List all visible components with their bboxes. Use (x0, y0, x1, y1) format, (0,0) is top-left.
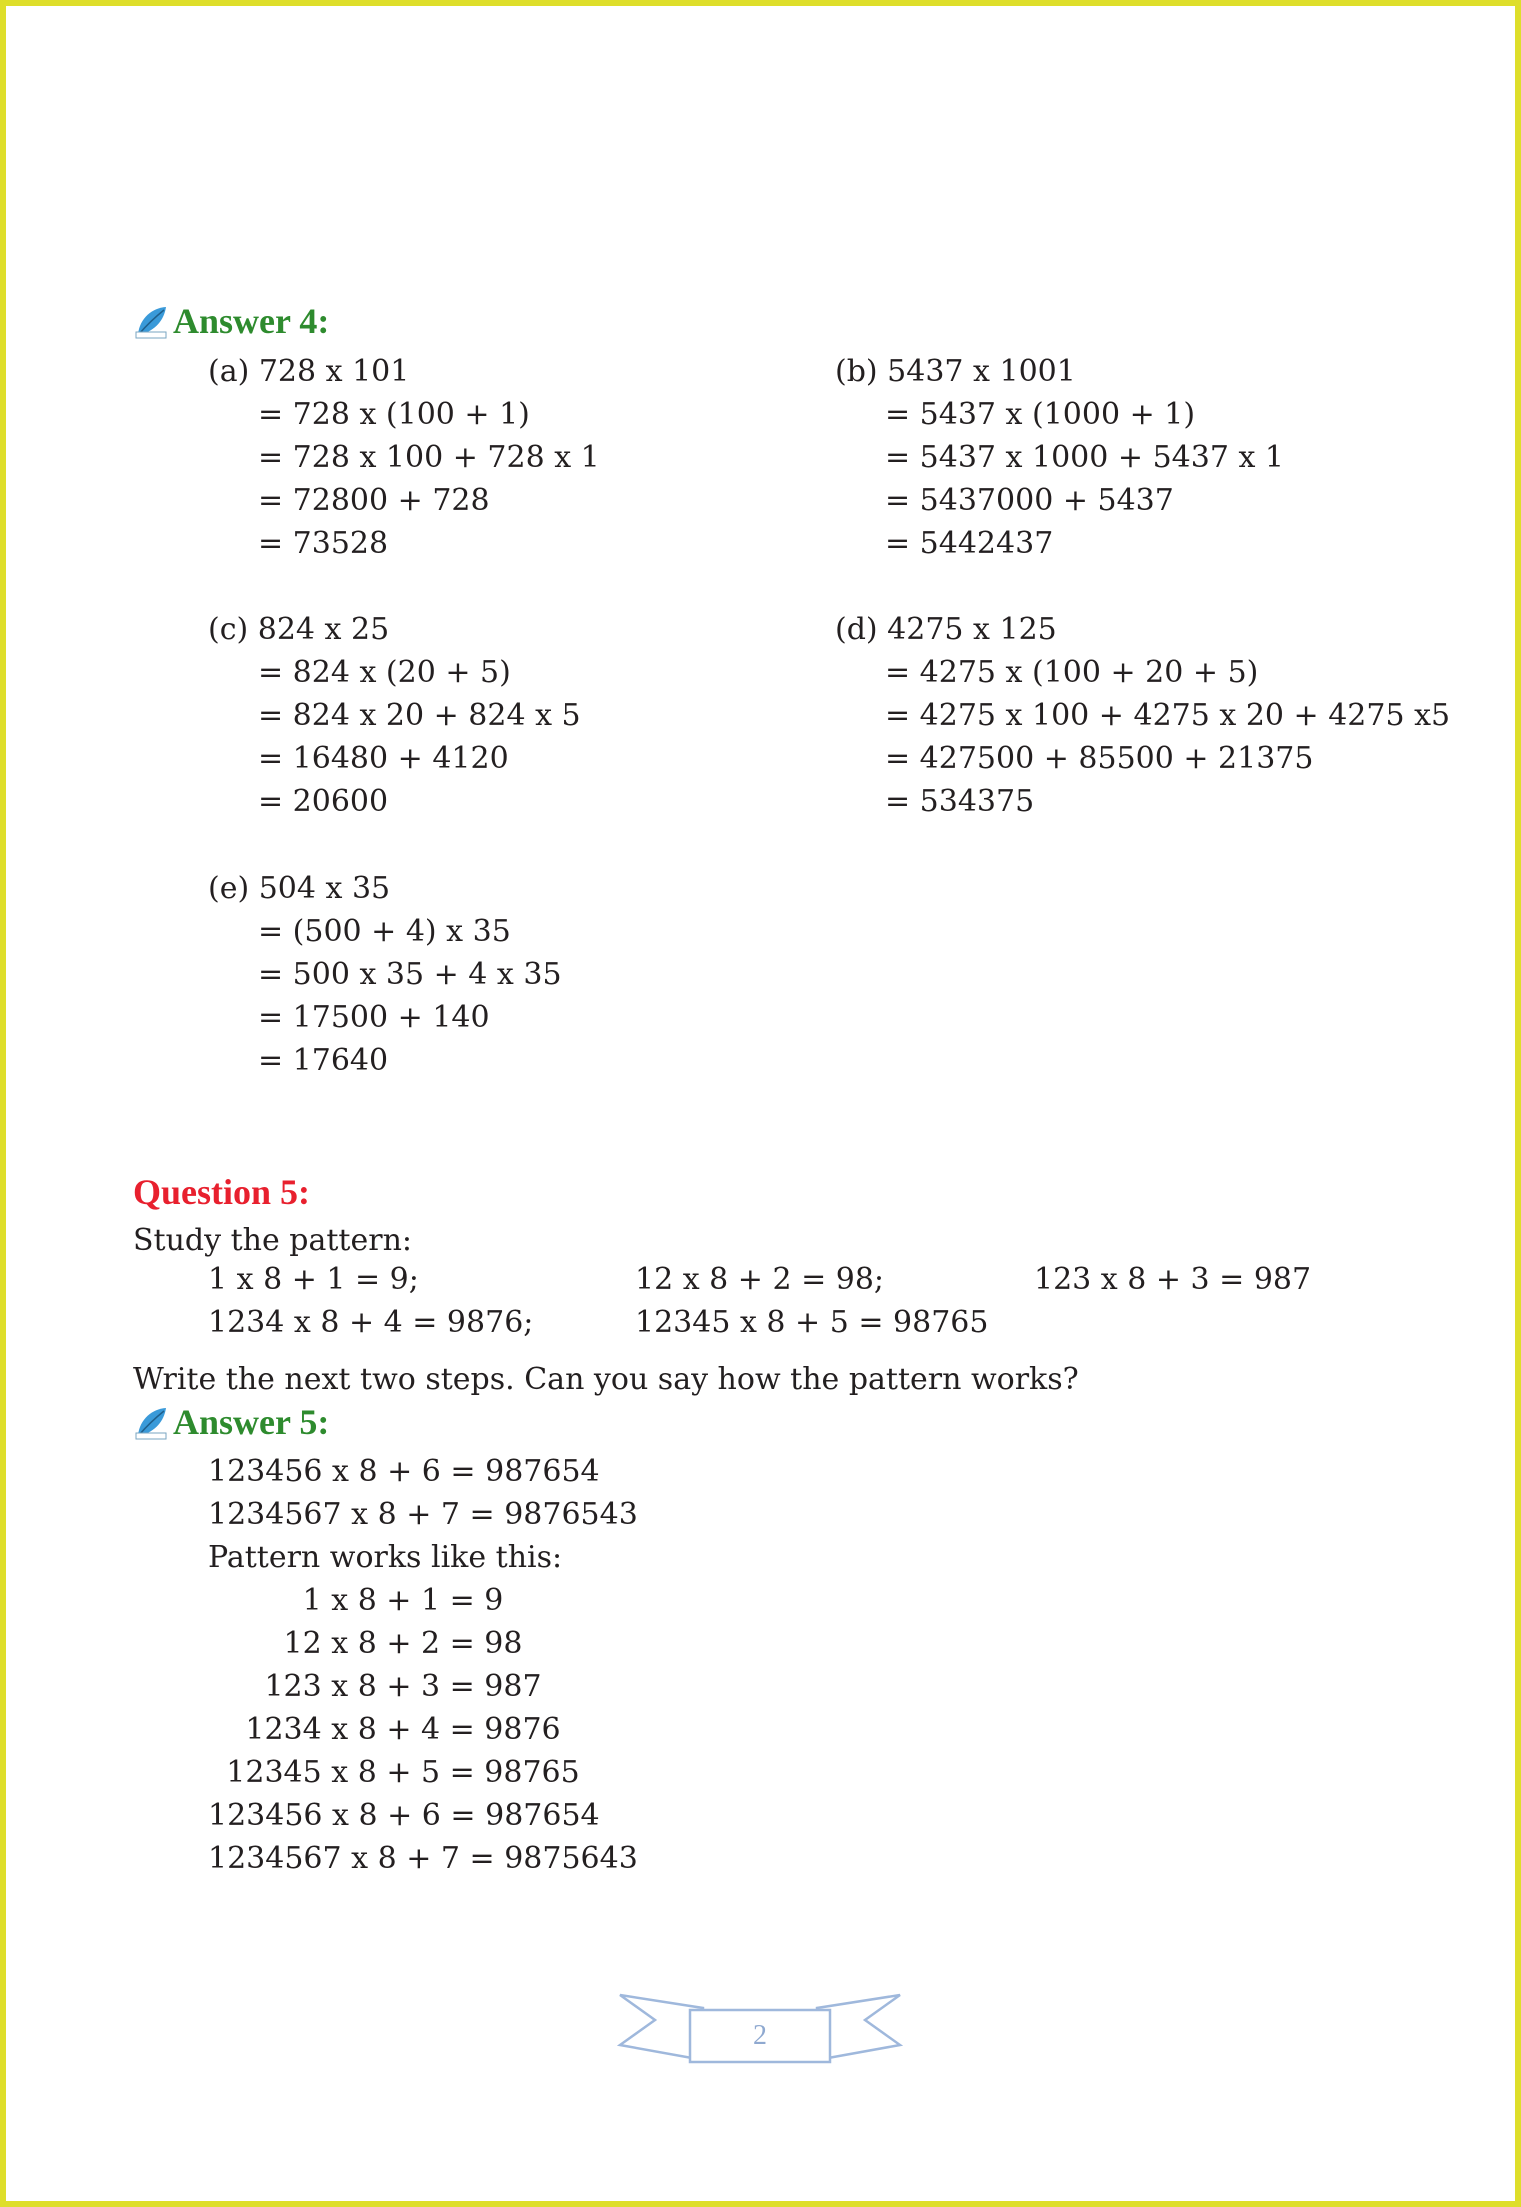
part-a-question: (a) 728 x 101 (208, 354, 410, 389)
pyramid-line: 123 x 8 + 3 = 987 (264, 1669, 542, 1704)
part-b-result: = 5442437 (885, 526, 1054, 561)
leaf-logo-icon (134, 304, 170, 340)
pattern-item: 1 x 8 + 1 = 9; (208, 1262, 419, 1297)
pyramid-line: 1234567 x 8 + 7 = 9875643 (208, 1841, 638, 1876)
pyramid-line: 1 x 8 + 1 = 9 (302, 1583, 504, 1618)
part-d-question: (d) 4275 x 125 (835, 612, 1057, 647)
part-c-result: = 20600 (258, 784, 389, 819)
part-e-step: = 17500 + 140 (258, 1000, 490, 1035)
part-e-question: (e) 504 x 35 (208, 871, 391, 906)
part-c-question: (c) 824 x 25 (208, 612, 390, 647)
question-5-heading: Question 5: (133, 1172, 311, 1212)
question-5-intro: Study the pattern: (133, 1223, 413, 1258)
part-a-step: = 728 x (100 + 1) (258, 397, 530, 432)
part-c-step: = 16480 + 4120 (258, 741, 509, 776)
pattern-item: 1234 x 8 + 4 = 9876; (208, 1305, 534, 1340)
pyramid-line: 12345 x 8 + 5 = 98765 (226, 1755, 580, 1790)
part-b-step: = 5437000 + 5437 (885, 483, 1174, 518)
pattern-item: 12345 x 8 + 5 = 98765 (635, 1305, 989, 1340)
part-e-step: = 500 x 35 + 4 x 35 (258, 957, 562, 992)
part-d-step: = 4275 x 100 + 4275 x 20 + 4275 x5 (885, 698, 1451, 733)
pyramid-line: 1234 x 8 + 4 = 9876 (245, 1712, 561, 1747)
part-e-result: = 17640 (258, 1043, 389, 1078)
pyramid-line: 12 x 8 + 2 = 98 (283, 1626, 523, 1661)
part-e-step: = (500 + 4) x 35 (258, 914, 511, 949)
answer-5-heading: Answer 5: (173, 1402, 330, 1442)
part-c-step: = 824 x (20 + 5) (258, 655, 511, 690)
part-a-result: = 73528 (258, 526, 389, 561)
part-c-step: = 824 x 20 + 824 x 5 (258, 698, 581, 733)
next-step: 1234567 x 8 + 7 = 9876543 (208, 1497, 638, 1532)
next-step: 123456 x 8 + 6 = 987654 (208, 1454, 600, 1489)
part-d-result: = 534375 (885, 784, 1035, 819)
pattern-item: 12 x 8 + 2 = 98; (635, 1262, 885, 1297)
pattern-works-label: Pattern works like this: (208, 1540, 563, 1575)
pattern-item: 123 x 8 + 3 = 987 (1034, 1262, 1312, 1297)
question-5-prompt: Write the next two steps. Can you say how the pattern works? (133, 1362, 1079, 1397)
leaf-logo-icon (134, 1405, 170, 1441)
answer-4-heading: Answer 4: (173, 301, 330, 341)
part-d-step: = 4275 x (100 + 20 + 5) (885, 655, 1259, 690)
pyramid-line: 123456 x 8 + 6 = 987654 (208, 1798, 600, 1833)
part-b-question: (b) 5437 x 1001 (835, 354, 1076, 389)
page-number: 2 (753, 2020, 767, 2051)
part-a-step: = 72800 + 728 (258, 483, 490, 518)
part-d-step: = 427500 + 85500 + 21375 (885, 741, 1314, 776)
part-b-step: = 5437 x (1000 + 1) (885, 397, 1196, 432)
part-b-step: = 5437 x 1000 + 5437 x 1 (885, 440, 1284, 475)
part-a-step: = 728 x 100 + 728 x 1 (258, 440, 600, 475)
